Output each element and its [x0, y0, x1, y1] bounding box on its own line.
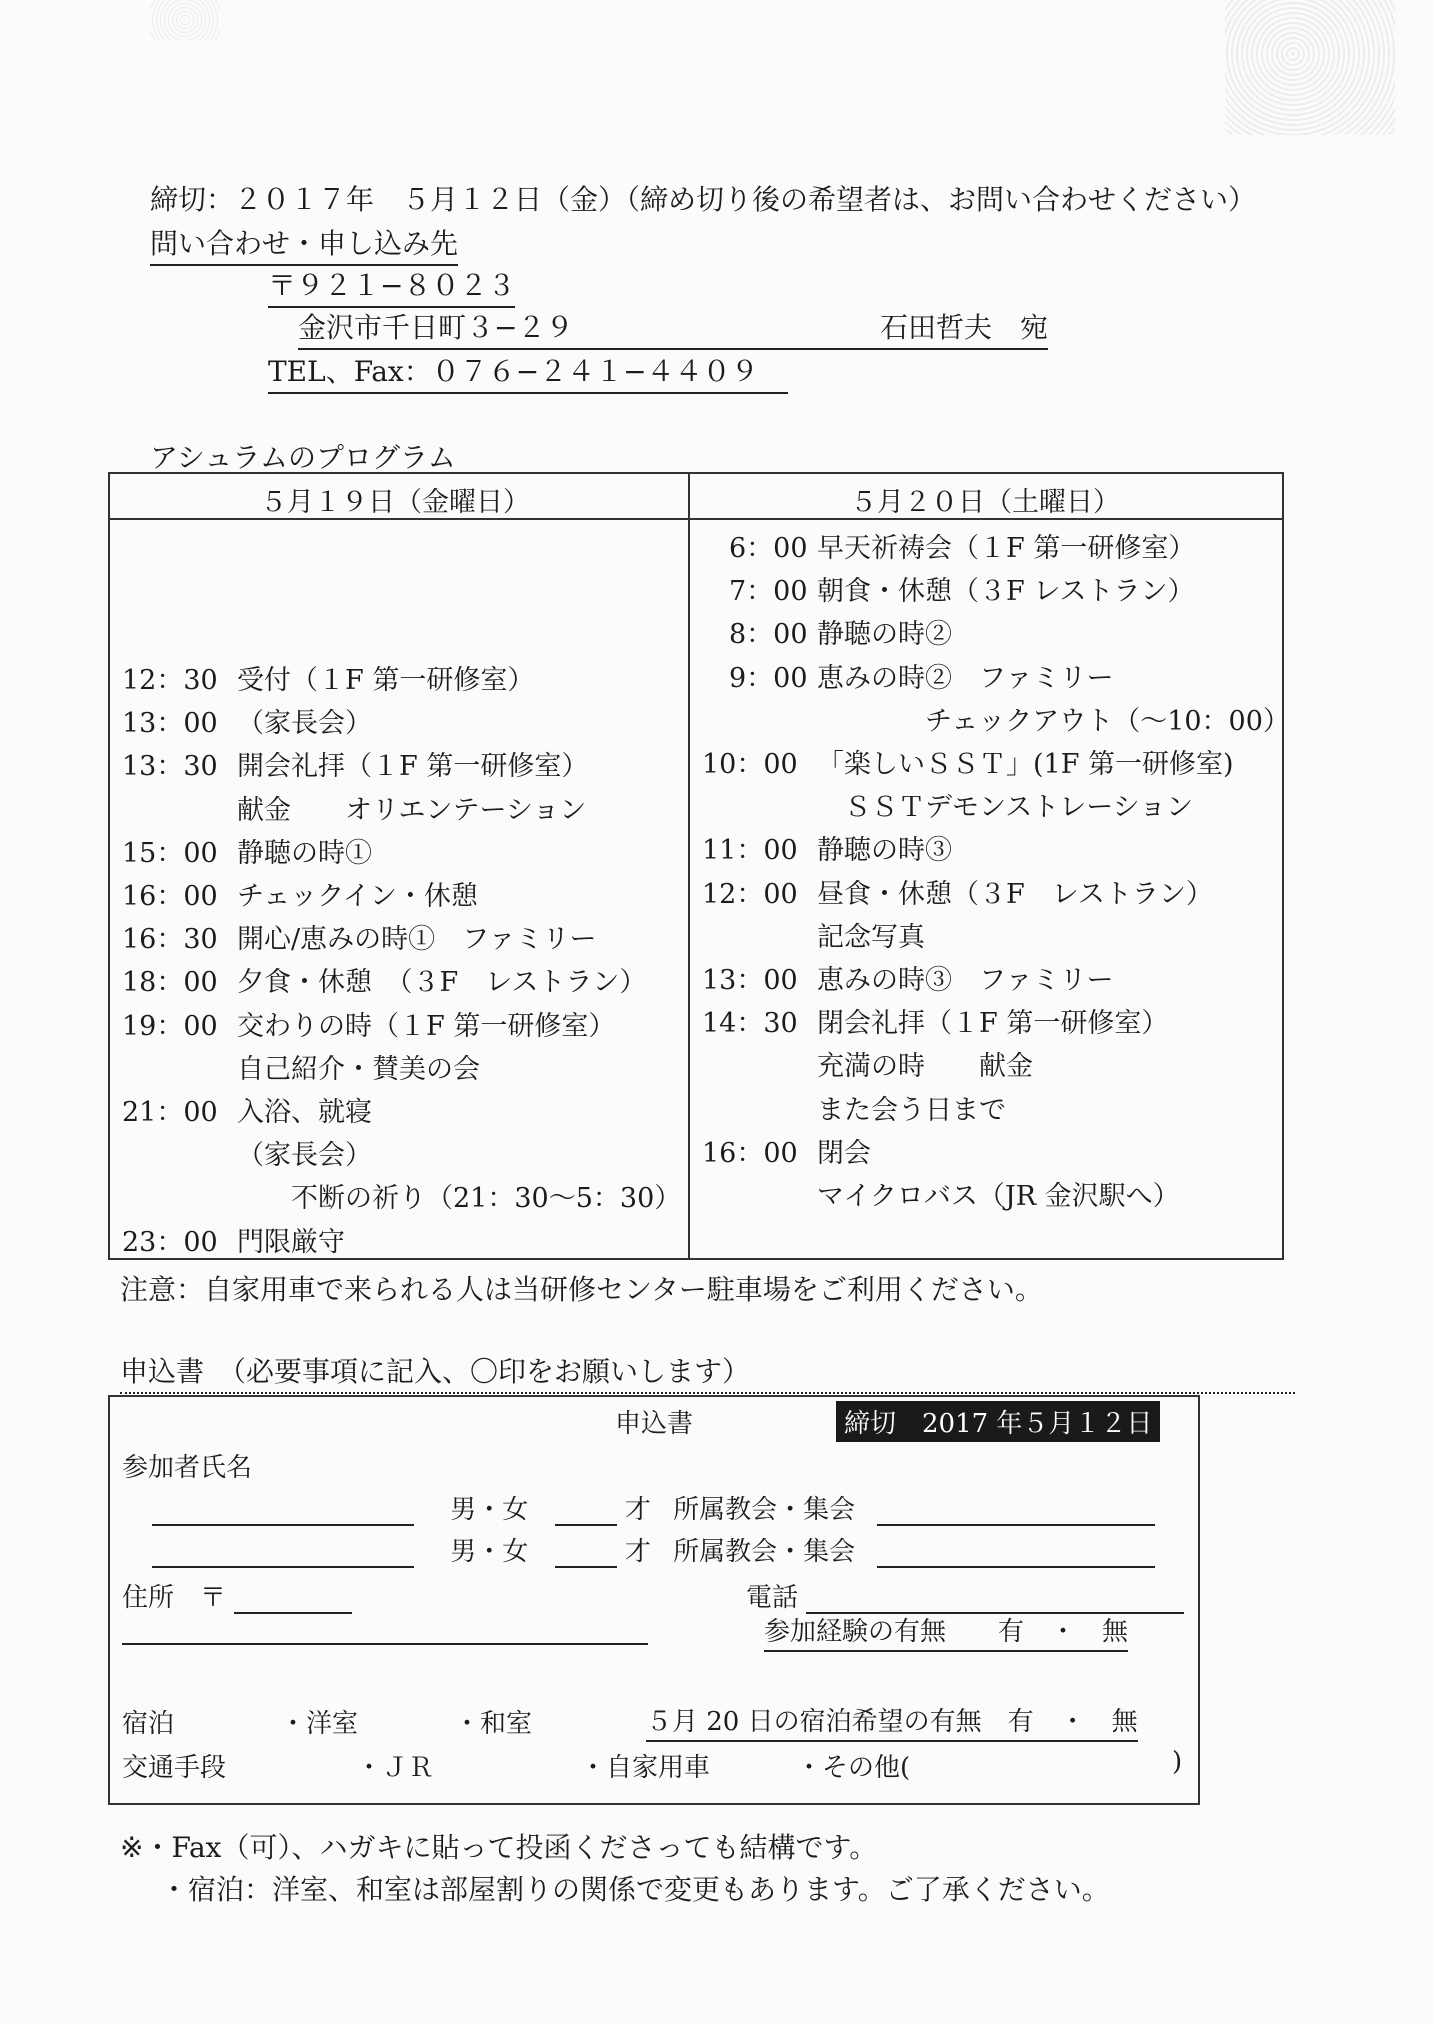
- schedule-activity: 開会礼拝（１F 第一研修室）: [237, 751, 589, 783]
- tel-fax: TEL、Fax：０７６−２４１−４４０９: [268, 350, 788, 394]
- schedule-activity: 恵みの時② ファミリー: [817, 662, 1114, 694]
- schedule-activity: 開心/恵みの時① ファミリー: [237, 924, 597, 956]
- schedule-row: [122, 744, 588, 783]
- age-field[interactable]: [555, 1540, 617, 1568]
- schedule-activity: 昼食・休憩（３F レストラン）: [817, 878, 1213, 910]
- participant-name-field[interactable]: [152, 1498, 414, 1526]
- western-room-option[interactable]: ・洋室: [280, 1709, 359, 1739]
- contact-title: 問い合わせ・申し込み先: [150, 222, 458, 266]
- age-suffix: 才: [624, 1537, 651, 1567]
- schedule-activity: （家長会）: [237, 708, 372, 740]
- schedule-activity: チェックイン・休憩: [237, 881, 478, 912]
- schedule-row: [122, 1220, 345, 1259]
- table-divider: [688, 474, 690, 1258]
- schedule-activity: 充満の時 献金: [817, 1051, 1033, 1083]
- schedule-activity: 献金 オリエンテーション: [237, 794, 587, 826]
- schedule-activity: 不断の祈り（21：30〜5：30）: [237, 1183, 682, 1215]
- form-deadline-badge: 締切 2017 年５月１２日: [836, 1401, 1160, 1442]
- experience-choice[interactable]: 参加経験の有無 有 ・ 無: [764, 1611, 1128, 1652]
- schedule-row: [702, 656, 1113, 695]
- participant-name-field[interactable]: [152, 1540, 414, 1568]
- schedule-time: 8：00: [702, 619, 808, 651]
- schedule-activity: 交わりの時（１F 第一研修室）: [237, 1010, 616, 1042]
- recipient: 石田哲夫 宛: [880, 311, 1049, 344]
- schedule-row: [122, 1133, 372, 1172]
- form-intro: 申込書 （必要事項に記入、〇印をお願いします）: [120, 1350, 1295, 1394]
- schedule-activity: 閉会: [817, 1137, 871, 1169]
- day1-header: ５月１９日（金曜日）: [260, 487, 530, 518]
- schedule-time: 16：30: [122, 924, 218, 956]
- schedule-row: [122, 1176, 681, 1215]
- schedule-row: [122, 831, 372, 870]
- schedule-activity: 門限厳守: [237, 1226, 345, 1258]
- schedule-row: [702, 828, 952, 867]
- gender-choice[interactable]: 男・女: [450, 1537, 529, 1567]
- schedule-row: [122, 917, 597, 956]
- schedule-time: 14：30: [702, 1008, 798, 1040]
- address-field[interactable]: [122, 1643, 648, 1645]
- church-label: 所属教会・集会: [673, 1495, 856, 1525]
- schedule-time: 15：00: [122, 837, 218, 869]
- day2-header: ５月２０日（土曜日）: [850, 487, 1120, 518]
- schedule-activity: マイクロバス（JR 金沢駅へ）: [817, 1181, 1180, 1212]
- schedule-activity: 受付（１F 第一研修室）: [237, 665, 535, 696]
- schedule-time: 13：00: [122, 708, 218, 740]
- schedule-time: 6：00: [702, 533, 808, 564]
- church-label: 所属教会・集会: [673, 1537, 856, 1567]
- japanese-room-option[interactable]: ・和室: [454, 1709, 533, 1739]
- participant-row: [152, 1531, 1155, 1568]
- schedule-time: 19：00: [122, 1010, 218, 1042]
- car-option[interactable]: ・自家用車: [580, 1753, 711, 1783]
- parking-notice: 注意：自家用車で来られる人は当研修センター駐車場をご利用ください。: [120, 1273, 1043, 1306]
- schedule-activity: 入浴、就寝: [237, 1097, 372, 1128]
- schedule-time: 16：00: [122, 881, 218, 912]
- schedule-row: [122, 1004, 615, 1043]
- gender-choice[interactable]: 男・女: [450, 1495, 529, 1525]
- schedule-time: 13：30: [122, 751, 218, 783]
- schedule-activity: 閉会礼拝（１F 第一研修室）: [817, 1008, 1169, 1040]
- scan-noise: [150, 0, 220, 40]
- address-row: [122, 1577, 352, 1614]
- schedule-row: [702, 569, 1195, 608]
- form-title: 申込書: [615, 1409, 694, 1439]
- schedule-row: [702, 1044, 1033, 1083]
- schedule-row: [702, 1174, 1180, 1213]
- schedule-time: 16：00: [702, 1137, 798, 1169]
- phone-row: [746, 1577, 1184, 1614]
- jr-option[interactable]: ・ＪＲ: [356, 1753, 435, 1783]
- schedule-time: 13：00: [702, 965, 798, 996]
- schedule-activity: 静聴の時①: [237, 837, 372, 869]
- participant-label: 参加者氏名: [122, 1453, 253, 1483]
- program-title: アシュラムのプログラム: [150, 441, 456, 474]
- schedule-time: 12：30: [122, 665, 218, 696]
- address: 金沢市千日町３−２９: [298, 311, 574, 344]
- schedule-activity: ＳＳＴデモンストレーション: [817, 792, 1194, 824]
- schedule-activity: （家長会）: [237, 1140, 372, 1172]
- phone-label: 電話: [746, 1583, 799, 1613]
- schedule-time: 23：00: [122, 1226, 218, 1258]
- postal-code: 〒９２１−８０２３: [268, 264, 515, 308]
- footer-note-2: ・宿泊：洋室、和室は部屋割りの関係で変更もあります。ご了承ください。: [160, 1873, 1110, 1906]
- schedule-activity: また会う日まで: [817, 1094, 1006, 1126]
- schedule-time: 10：00: [702, 749, 798, 780]
- may20-lodging-choice[interactable]: ５月 20 日の宿泊希望の有無 有 ・ 無: [646, 1701, 1138, 1742]
- church-field[interactable]: [877, 1540, 1155, 1568]
- schedule-row: [122, 1047, 480, 1086]
- schedule-row: [122, 788, 586, 827]
- schedule-row: [702, 785, 1193, 824]
- schedule-activity: 自己紹介・賛美の会: [237, 1053, 480, 1085]
- address-line: [298, 306, 1048, 350]
- schedule-row: [122, 874, 478, 913]
- schedule-activity: 静聴の時②: [817, 619, 952, 651]
- schedule-row: [122, 658, 534, 697]
- address-label: 住所 〒: [122, 1583, 227, 1613]
- schedule-time: 9：00: [702, 662, 808, 694]
- schedule-row: [702, 699, 1290, 738]
- other-option[interactable]: ・その他(: [796, 1753, 911, 1783]
- schedule-activity: 夕食・休憩 （３F レストラン）: [237, 967, 647, 999]
- program-table: [108, 472, 1290, 1260]
- schedule-activity: 朝食・休憩（３F レストラン）: [817, 576, 1195, 608]
- age-suffix: 才: [624, 1495, 651, 1525]
- schedule-activity: 早天祈祷会（１F 第一研修室）: [817, 533, 1196, 564]
- postal-field[interactable]: [234, 1586, 352, 1614]
- schedule-time: 12：00: [702, 878, 798, 910]
- schedule-row: [702, 1088, 1006, 1127]
- transport-label: 交通手段: [122, 1753, 227, 1783]
- schedule-row: [702, 742, 1234, 781]
- footer-note-1: ※・Fax（可）、ハガキに貼って投函くださっても結構です。: [120, 1831, 878, 1864]
- schedule-row: [702, 958, 1113, 997]
- application-form: [108, 1395, 1200, 1805]
- schedule-row: [702, 612, 952, 651]
- age-field[interactable]: [555, 1498, 617, 1526]
- participant-row: [152, 1489, 1155, 1526]
- church-field[interactable]: [877, 1498, 1155, 1526]
- schedule-activity: 恵みの時③ ファミリー: [817, 965, 1114, 996]
- schedule-row: [702, 1001, 1168, 1040]
- schedule-row: [702, 915, 925, 954]
- schedule-time: 21：00: [122, 1097, 218, 1128]
- deadline-text: 締切：２０１７年 ５月１２日（金）（締め切り後の希望者は、お問い合わせください）: [150, 183, 1257, 216]
- schedule-activity: 静聴の時③: [817, 835, 952, 867]
- schedule-activity: チェックアウト（〜10：00）: [817, 705, 1290, 737]
- schedule-row: [702, 1131, 871, 1170]
- schedule-row: [702, 526, 1195, 565]
- lodging-label: 宿泊: [122, 1709, 175, 1739]
- schedule-row: [702, 872, 1213, 911]
- schedule-time: 7：00: [702, 576, 808, 608]
- schedule-row: [122, 1090, 372, 1129]
- schedule-activity: 「楽しいＳＳＴ」(1F 第一研修室): [817, 749, 1234, 780]
- phone-field[interactable]: [806, 1586, 1184, 1614]
- schedule-time: 11：00: [702, 835, 798, 867]
- schedule-time: 18：00: [122, 967, 218, 999]
- other-close-paren: ): [1172, 1747, 1183, 1777]
- schedule-row: [122, 701, 372, 740]
- scan-noise: [1225, 0, 1395, 135]
- schedule-row: [122, 960, 646, 999]
- schedule-activity: 記念写真: [817, 921, 925, 953]
